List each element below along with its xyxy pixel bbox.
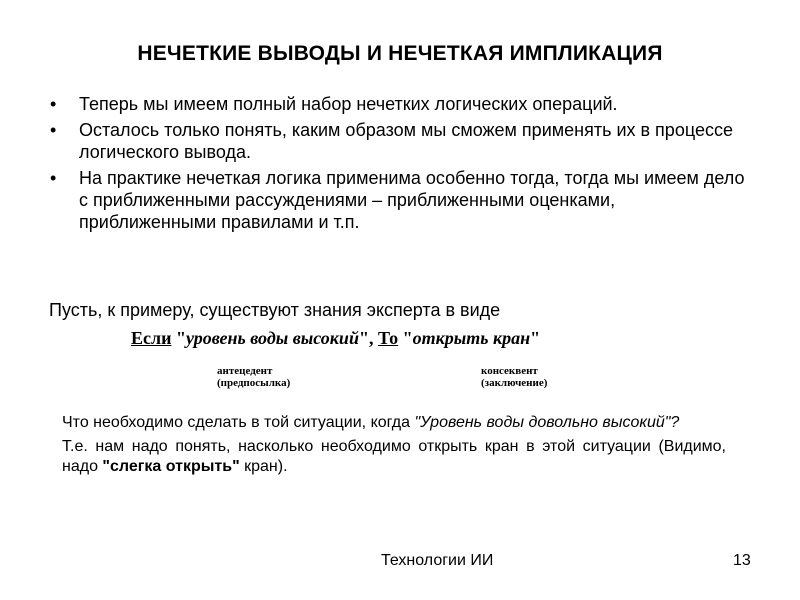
rule-action: открыть кран	[412, 328, 531, 348]
antecedent-gloss: (предпосылка)	[217, 377, 291, 389]
consequent-label	[481, 365, 547, 389]
rule-quote-open: "	[171, 328, 186, 348]
intro-text: Пусть, к примеру, существуют знания эксперта в виде	[49, 300, 501, 320]
consequent-gloss: (заключение)	[481, 377, 548, 389]
answer-prefix: Т.е. нам надо понять, насколько необходимо открыть кран в этой ситуации (Видимо, надо	[62, 438, 726, 475]
answer-text	[62, 437, 726, 477]
rule-condition: уровень воды высокий	[185, 328, 359, 348]
page-number: 13	[733, 552, 751, 569]
answer-suffix: кран).	[239, 458, 288, 475]
bullet-list	[50, 93, 750, 237]
consequent-term: консеквент	[481, 365, 538, 377]
rule-quote-close: ",	[358, 328, 378, 348]
footer-text: Технологии ИИ	[381, 552, 494, 569]
bullet-text: На практике нечеткая логика применима особенно тогда, тогда мы имеем дело с приближенными рассуждениями – приближенными оценками, приближенными правилами и т.п.	[79, 168, 745, 232]
question-text	[62, 413, 726, 433]
antecedent-term: антецедент	[217, 365, 273, 377]
rule-if-keyword: Если	[131, 328, 172, 348]
fuzzy-rule	[131, 328, 540, 349]
question-block	[62, 413, 726, 481]
bullet-text: Осталось только понять, каким образом мы сможем применять их в процессе логического вывода.	[79, 120, 733, 162]
rule-quote-open: "	[398, 328, 413, 348]
answer-bold: "слегка открыть"	[102, 458, 240, 475]
bullet-marker: •	[50, 94, 57, 114]
rule-then-keyword: То	[377, 328, 399, 348]
slide-title: НЕЧЕТКИЕ ВЫВОДЫ И НЕЧЕТКАЯ ИМПЛИКАЦИЯ	[137, 42, 663, 65]
bullet-item	[50, 119, 750, 163]
bullet-text: Теперь мы имеем полный набор нечетких логических операций.	[79, 94, 618, 114]
bullet-item	[50, 167, 750, 233]
question-prefix: Что необходимо сделать в той ситуации, когда	[62, 414, 415, 431]
question-quote: "Уровень воды довольно высокий"?	[414, 414, 680, 431]
bullet-item	[50, 93, 750, 115]
bullet-marker: •	[50, 168, 57, 188]
rule-quote-close: "	[530, 328, 541, 348]
bullet-marker: •	[50, 120, 57, 140]
antecedent-label	[217, 365, 290, 389]
